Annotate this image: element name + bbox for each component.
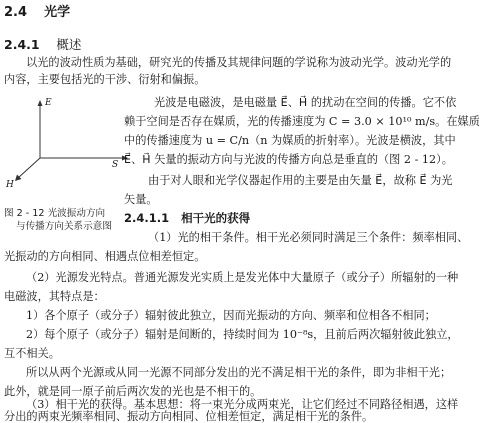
subsubsection-title: 相干光的获得 <box>181 211 251 225</box>
body-line-4: 电磁波，其特点是： <box>4 290 105 303</box>
body-line-10: （3）相干光的获得。基本思想：将一束光分成两束光，让它们经过不同路径相遇，这样 <box>26 398 459 411</box>
body-line-11: 分出的两束光频率相同、振动方向相同、位相差恒定，满足相干光的条件。 <box>4 410 374 423</box>
intro-line-1: 以光的波动性质为基础，研究光的传播及其规律问题的学说称为波动光学。波动光学的 <box>26 56 452 69</box>
body-line-8: 所以从两个光源或从同一光源不同部分发出的光不满足相干光的条件，即为非相干光； <box>26 366 452 379</box>
s-label: S <box>112 160 119 170</box>
right-para-line-2: 赖于空间是否存在媒质，光的传播速度为 C = 3.0 × 10¹⁰ m/s。在媒质 <box>124 115 480 128</box>
figure-caption-line-1: 图 2 - 12 光波振动方向 <box>4 208 106 219</box>
subsection-title: 概述 <box>56 37 82 52</box>
body-line-2: 光振动的方向相同、相遇点位相差恒定。 <box>4 250 206 263</box>
section-number: 2.4 <box>4 5 28 20</box>
right-para-line-6: 矢量。 <box>124 193 158 206</box>
figure-caption-line-2: 与传播方向关系示意图 <box>16 221 112 232</box>
body-line-7: 互不相关。 <box>4 347 60 360</box>
right-para-line-1: 光波是电磁波，是电磁量 E⃗、H⃗ 的扰动在空间的传播。它不依 <box>154 96 457 109</box>
e-axis-arrow <box>38 100 43 106</box>
subsection-number: 2.4.1 <box>4 37 40 52</box>
section-title: 光学 <box>44 5 71 20</box>
e-label: E <box>45 98 52 108</box>
section-heading <box>4 6 70 20</box>
right-para-line-4: E⃗、H⃗ 矢量的振动方向与光波的传播方向总是垂直的（图 2 - 12）。 <box>124 153 453 166</box>
right-para-line-3: 中的传播速度为 u = C/n（n 为媒质的折射率）。光波是横波，其中 <box>124 134 456 147</box>
body-line-1: （1）光的相干条件。相干光必须同时满足三个条件：频率相同、 <box>148 231 469 244</box>
h-axis <box>18 158 40 178</box>
body-line-9: 此外，就是同一原子前后两次发的光也是不相干的。 <box>4 385 262 398</box>
body-line-6: 2）每个原子（或分子）辐射是间断的，持续时间为 10⁻⁸s，且前后两次辐射彼此独立， <box>26 328 459 341</box>
h-label: H <box>6 180 14 190</box>
subsection-heading <box>4 38 81 52</box>
subsubsection-number: 2.4.1.1 <box>124 211 170 225</box>
body-line-5: 1）各个原子（或分子）辐射彼此独立，因而光振动的方向、频率和位相各不相同； <box>26 309 436 322</box>
wave-axes-diagram <box>2 96 136 206</box>
right-para-line-5: 由于对人眼和光学仪器起作用的主要是由矢量 E⃗，故称 E⃗ 为光 <box>148 174 453 187</box>
body-line-3: （2）光源发光特点。普通光源发光实质上是发光体中大量原子（或分子）所辐射的一种 <box>26 271 459 284</box>
figure-wave-vectors <box>2 96 136 206</box>
subsubsection-heading <box>124 211 250 225</box>
intro-line-2: 内容，主要包括光的干涉、衍射和偏振。 <box>4 73 206 86</box>
